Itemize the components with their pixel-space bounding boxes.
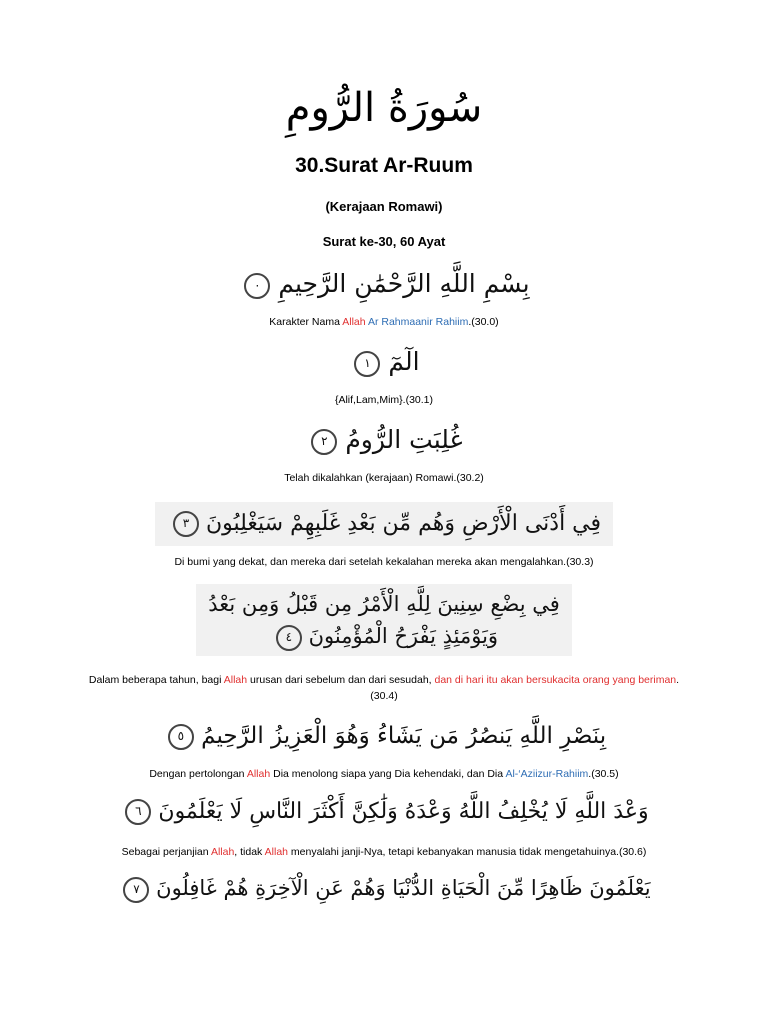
verse-2-arabic-text: غُلِبَتِ الرُّومُ <box>345 425 463 454</box>
verse-1-text-1: {Alif,Lam,Mim}.(30.1) <box>334 394 434 406</box>
verse-5-translation <box>0 766 768 782</box>
verse-5-name: Al-‘Aziizur-Rahiim <box>505 768 589 780</box>
surah-name-calligraphy: سُورَةُ الرُّومِ <box>285 85 483 131</box>
verse-0-translation <box>0 314 768 330</box>
verse-2-arabic <box>0 422 768 458</box>
verse-6-translation <box>0 844 768 860</box>
verse-4-translation <box>0 672 768 704</box>
verse-4-arabic-line1: فِي بِضْعِ سِنِينَ لِلَّهِ الْأَمْرُ مِن قَبْلُ وَمِن بَعْدُ <box>208 592 560 616</box>
verse-0-number-badge: ٠ <box>244 273 270 299</box>
verse-3-arabic <box>0 502 768 546</box>
verse-6-number-badge: ٦ <box>125 799 151 825</box>
verse-6-text-3: , tidak <box>234 846 265 858</box>
verse-3-translation <box>0 554 768 570</box>
verse-1-arabic-text: الٓمٓ <box>388 347 420 376</box>
verse-6-arabic-text: وَعْدَ اللَّهِ لَا يُخْلِفُ اللَّهُ وَعْدَهُ وَلَٰكِنَّ أَكْثَرَ النَّاسِ لَا يَعْلَمُونَ <box>158 799 649 824</box>
verse-4-text-1: Dalam beberapa tahun, bagi <box>88 674 224 686</box>
verse-4-arabic <box>0 584 768 656</box>
verse-4-text-3: urusan dari sebelum dan dari sesudah, <box>247 674 435 686</box>
verse-5-arabic-text: بِنَصْرِ اللَّهِ يَنصُرُ مَن يَشَاءُ وَهُوَ الْعَزِيزُ الرَّحِيمُ <box>201 723 607 749</box>
verse-3-arabic-text: فِي أَدْنَى الْأَرْضِ وَهُم مِّن بَعْدِ غَلَبِهِمْ سَيَغْلِبُونَ <box>205 511 602 536</box>
verse-4-highlight: dan di hari itu akan bersukacita orang yang beriman <box>434 674 677 686</box>
verse-3-text-1: Di bumi yang dekat, dan mereka dari setelah kekalahan mereka akan mengalahkan.(30.3) <box>174 556 594 568</box>
verse-5-arabic <box>0 718 768 754</box>
verse-7-arabic <box>0 870 768 906</box>
verse-1-number-badge: ١ <box>354 351 380 377</box>
verse-6-text-5: menyalahi janji-Nya, tetapi kebanyakan manusia tidak mengetahuinya.(30.6) <box>288 846 647 858</box>
verse-0-name: Ar Rahmaanir Rahiim <box>367 316 469 328</box>
verse-4-text-6: (30.4) <box>370 690 398 702</box>
verse-5-allah: Allah <box>246 768 271 780</box>
verse-4-arabic-block <box>196 584 572 656</box>
page-subtitle: (Kerajaan Romawi) <box>325 199 443 214</box>
verse-0-arabic-text: بِسْمِ اللَّهِ الرَّحْمَٰنِ الرَّحِيمِ <box>278 269 530 298</box>
verse-2-text-1: Telah dikalahkan (kerajaan) Romawi.(30.2) <box>284 472 484 484</box>
verse-7-arabic-text: يَعْلَمُونَ ظَاهِرًا مِّنَ الْحَيَاةِ الدُّنْيَا وَهُمْ عَنِ الْآخِرَةِ هُمْ غَافِلُونَ <box>156 876 651 900</box>
verse-4-allah: Allah <box>223 674 248 686</box>
verse-0-text-5: .(30.0) <box>468 316 499 328</box>
verse-7-number-badge: ٧ <box>123 877 149 903</box>
verse-6-allah-2: Allah <box>264 846 289 858</box>
verse-1-translation <box>0 392 768 408</box>
verse-3-arabic-block <box>155 502 613 546</box>
verse-5-text-3: Dia menolong siapa yang Dia kehendaki, dan Dia <box>270 768 506 780</box>
page-title: 30.Surat Ar-Ruum <box>295 154 473 177</box>
verse-3-number-badge: ٣ <box>173 511 199 537</box>
verse-1-arabic <box>0 344 768 380</box>
verse-0-allah: Allah <box>342 316 366 328</box>
verse-0-text-1: Karakter Nama <box>269 316 343 328</box>
verse-6-text-1: Sebagai perjanjian <box>121 846 211 858</box>
verse-6-allah-1: Allah <box>210 846 235 858</box>
verse-4-arabic-line2: وَيَوْمَئِذٍ يَفْرَحُ الْمُؤْمِنُونَ <box>308 624 499 648</box>
verse-0-arabic <box>0 266 768 302</box>
verse-5-text-5: .(30.5) <box>588 768 619 780</box>
verse-2-translation <box>0 470 768 486</box>
verse-4-text-5: . <box>676 674 680 686</box>
verse-6-arabic <box>0 794 768 830</box>
verse-4-number-badge: ٤ <box>276 625 302 651</box>
verse-5-number-badge: ٥ <box>168 724 194 750</box>
verse-5-text-1: Dengan pertolongan <box>149 768 247 780</box>
verse-2-number-badge: ٢ <box>311 429 337 455</box>
surah-info: Surat ke-30, 60 Ayat <box>322 234 446 249</box>
